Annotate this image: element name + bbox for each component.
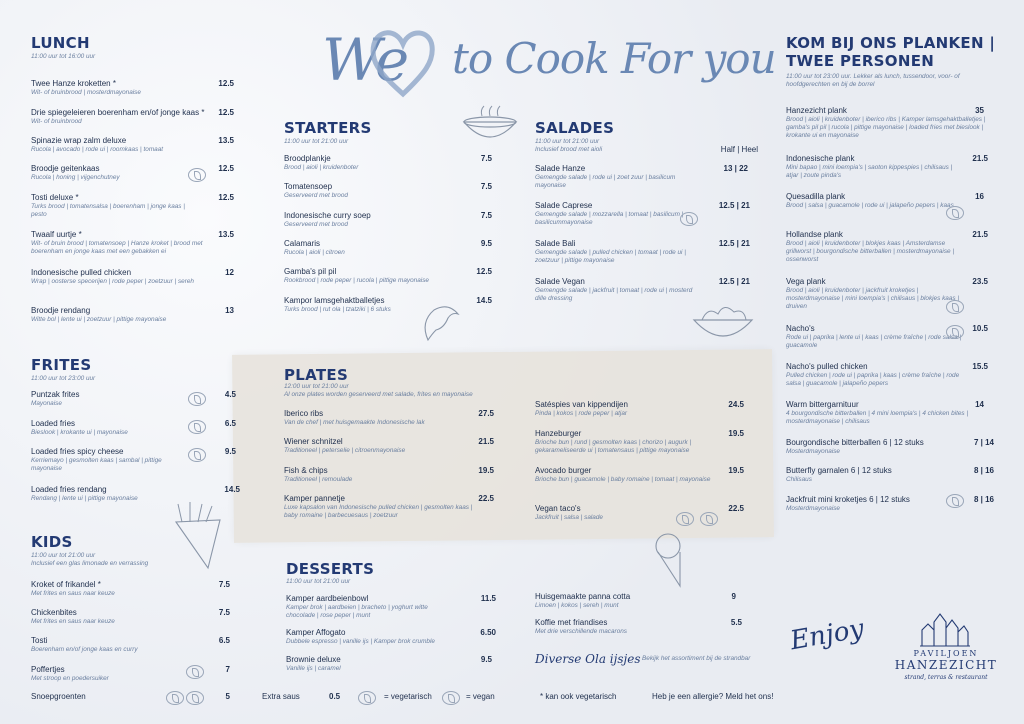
- item-price: 12.5: [218, 193, 234, 202]
- list-item: Calamaris Rucola | aioli | citroen: [284, 239, 345, 256]
- starters-hours: 11:00 uur tot 21:00 uur: [284, 138, 349, 145]
- list-item: Loaded fries rendang Rendang | lente ui | pittige mayonaise: [31, 485, 138, 502]
- list-item: Indonesische pulled chicken Wrap | oosterse specerijen | rode peper | zoetzuur | sereh: [31, 268, 194, 285]
- list-item: Brownie deluxe Vanille ijs | caramel: [286, 655, 341, 672]
- item-price: 12.5 | 21: [718, 277, 750, 286]
- item-price: 12: [225, 268, 234, 277]
- salades-heading: SALADES: [535, 119, 615, 137]
- list-item: Hanzeburger Brioche bun | rund | gesmolten kaas | chorizo | augurk | gekarameliseerde ui | tomatensaus | pittige mayonaise: [535, 429, 692, 454]
- item-price: 13: [225, 306, 234, 315]
- item-price: 6.5: [218, 636, 230, 645]
- item-price: 9.5: [224, 447, 236, 456]
- title-we: We: [322, 26, 408, 94]
- list-item: Salade Bali Gemengde salade | pulled chicken | tomaat | rode ui | zoetzuur | pittige mayonaise: [535, 239, 686, 264]
- item-price: 21.5: [478, 437, 494, 446]
- list-item: Kamper Affogato Dubbele espresso | vanille ijs | Kamper brok crumble: [286, 628, 435, 645]
- list-item: Broodje rendang Witte bol | lente ui | zoetzuur | pittige mayonaise: [31, 306, 167, 323]
- item-price: 9.5: [480, 239, 492, 248]
- kids-hours: 11:00 uur tot 21:00 uur: [31, 552, 96, 559]
- list-item: Drie spiegeleieren boerenham en/of jonge kaas * Wit- of bruinbrood: [31, 108, 205, 125]
- item-price: 14.5: [224, 485, 240, 494]
- list-item: Bourgondische bitterballen 6 | 12 stuks Mosterdmayonaise: [786, 438, 924, 455]
- item-price: 14: [975, 400, 984, 409]
- list-item: Vega plank Brood | aioli | kruidenboter | jackfruit kroketjes | mosterdmayonaise | mini loempia's | chilisaus | blokjes kaas | druiven: [786, 277, 960, 310]
- list-item: Tosti deluxe * Turks brood | tomatensalsa | boerenham | jonge kaas | pesto: [31, 193, 185, 218]
- vegetarian-icon: [680, 212, 698, 226]
- legend-kan-vegetarisch: * kan ook vegetarisch: [540, 692, 617, 701]
- planken-heading-2: TWEE PERSONEN: [786, 52, 935, 70]
- list-item: Tomatensoep Geserveerd met brood: [284, 182, 348, 199]
- list-item: Loaded fries spicy cheese Kerriemayo | gesmolten kaas | sambal | pittige mayonaise: [31, 447, 162, 472]
- list-item: Avocado burger Brioche bun | guacamole | baby romaine | tomaat | mayonaise: [535, 466, 711, 483]
- logo-hanzezicht: HANZEZICHT: [894, 658, 998, 672]
- item-price: 4.5: [224, 390, 236, 399]
- desserts-hours: 11:00 uur tot 21:00 uur: [286, 578, 351, 585]
- list-item: Spinazie wrap zalm deluxe Rucola | avocado | rode ui | roomkaas | tomaat: [31, 136, 164, 153]
- vegan-icon: [442, 691, 460, 705]
- extra-saus-price: 0.5: [329, 692, 341, 701]
- item-price: 19.5: [728, 466, 744, 475]
- salad-bowl-icon: [688, 298, 758, 346]
- item-price: 11.5: [480, 594, 496, 603]
- list-item: Kroket of frikandel * Met frites en saus naar keuze: [31, 580, 115, 597]
- kids-heading: KIDS: [31, 533, 73, 551]
- item-price: 7.5: [480, 211, 492, 220]
- list-item: Quesadilla plank Brood | salsa | guacamole | rode ui | jalapeño pepers | kaas: [786, 192, 954, 209]
- ola-ice-cream: Diverse Ola ijsjes: [535, 652, 641, 666]
- extra-saus-label: Extra saus: [262, 692, 300, 701]
- legend-vegan: = vegan: [466, 692, 495, 701]
- item-price: 12.5: [218, 79, 234, 88]
- item-price: 10.5: [972, 324, 988, 333]
- list-item: Butterfly garnalen 6 | 12 stuks Chilisaus: [786, 466, 892, 483]
- salades-hours: 11:00 uur tot 21:00 uur: [535, 138, 600, 145]
- item-price: 14.5: [476, 296, 492, 305]
- frites-hours: 11:00 uur tot 23:00 uur: [31, 375, 96, 382]
- list-item: Vegan taco's Jackfruit | salsa | salade: [535, 504, 603, 521]
- list-item: Gamba's pil pil Rookbrood | rode peper | rucola | pittige mayonaise: [284, 267, 429, 284]
- fries-cone-icon: [168, 500, 226, 570]
- planken-heading: KOM BIJ ONS PLANKEN |: [786, 34, 996, 52]
- item-price: 9.5: [480, 655, 492, 664]
- list-item: Kamper aardbeienbowl Kamper brok | aardbeien | bracheto | yoghurt witte chocolade | rose peper | munt: [286, 594, 428, 619]
- item-price: 5: [225, 692, 230, 701]
- vegetarian-icon: [188, 448, 206, 462]
- item-price: 23.5: [972, 277, 988, 286]
- heart-icon: [368, 22, 438, 102]
- vegetarian-icon: [188, 420, 206, 434]
- enjoy-signature: Enjoy: [787, 613, 867, 657]
- salades-note: Inclusief brood met aioli: [535, 146, 603, 153]
- item-price: 24.5: [728, 400, 744, 409]
- list-item: Kampor lamsgehaktballetjes Turks brood | rut ola | tzatziki | 6 stuks: [284, 296, 391, 313]
- list-item: Jackfruit mini kroketjes 6 | 12 stuks Mosterdmayonaise: [786, 495, 910, 512]
- item-price: 13.5: [218, 230, 234, 239]
- item-price: 21.5: [972, 230, 988, 239]
- item-price: 13 | 22: [723, 164, 748, 173]
- plates-heading: PLATES: [284, 366, 349, 384]
- list-item: Satéspies van kippendijen Pinda | kokos | rode peper | atjar: [535, 400, 628, 417]
- list-item: Loaded fries Bieslook | krokante ui | mayonaise: [31, 419, 128, 436]
- lunch-heading: LUNCH: [31, 34, 90, 52]
- item-price: 22.5: [478, 494, 494, 503]
- allergy-note: Heb je een allergie? Meld het ons!: [652, 692, 774, 701]
- vegan-icon: [166, 691, 184, 705]
- list-item: Iberico ribs Van de chef | met huisgemaakte Indonesische lak: [284, 409, 425, 426]
- list-item: Nacho's Rode ui | paprika | lente ui | kaas | crème fraîche | rode salsa | guacamole: [786, 324, 962, 349]
- item-price: 7 | 14: [973, 438, 994, 447]
- item-price: 12.5: [218, 108, 234, 117]
- legend-vegetarisch: = vegetarisch: [384, 692, 432, 701]
- planken-hours: 11:00 uur tot 23:00 uur. Lekker als lunch, tussendoor, voor- of hoofdgerechten en bij de borrel: [786, 73, 960, 88]
- list-item: Indonesische plank Mini bapao | mini loempia's | saoton kippespies | chilisaus | atjar | zoute pinda's: [786, 154, 953, 179]
- item-price: 12.5 | 21: [718, 239, 750, 248]
- ola-note: Bekijk het assortiment bij de strandbar: [642, 655, 751, 662]
- list-item: Twaalf uurtje * Wit- of bruin brood | tomatensoep | Hanze kroket | brood met boerenham en jonge kaas met een gebakken ei: [31, 230, 203, 255]
- item-price: 7: [225, 665, 230, 674]
- list-item: Snoepgroenten: [31, 692, 86, 701]
- item-price: 6.5: [224, 419, 236, 428]
- item-price: 19.5: [728, 429, 744, 438]
- list-item: Koffie met friandises Met drie verschillende macarons: [535, 618, 627, 635]
- logo-tagline: strand, terras & restaurant: [904, 674, 988, 681]
- vegetarian-icon: [358, 691, 376, 705]
- item-price: 16: [975, 192, 984, 201]
- list-item: Hollandse plank Brood | aioli | kruidenboter | blokjes kaas | Amsterdamse grillworst | bourgondische bitterballen | mosterdmayonaise | ossenworst: [786, 230, 955, 263]
- item-price: 7.5: [218, 608, 230, 617]
- item-price: 7.5: [480, 154, 492, 163]
- ice-cream-icon: [650, 530, 694, 590]
- item-price: 6.50: [480, 628, 496, 637]
- item-price: 15.5: [972, 362, 988, 371]
- item-price: 21.5: [972, 154, 988, 163]
- list-item: Salade Caprese Gemengde salade | mozzarella | tomaat | basilicum | basilicummayonaise: [535, 201, 684, 226]
- vegetarian-icon: [188, 392, 206, 406]
- list-item: Indonesische curry soep Geserveerd met brood: [284, 211, 371, 228]
- logo-paviljoen: PAVILJOEN: [913, 649, 979, 658]
- title-tagline: to Cook For you: [452, 34, 776, 83]
- item-price: 22.5: [728, 504, 744, 513]
- list-item: Wiener schnitzel Traditioneel | peterselie | citroenmayonaise: [284, 437, 406, 454]
- item-price: 5.5: [730, 618, 742, 627]
- item-price: 8 | 16: [973, 466, 994, 475]
- item-price: 8 | 16: [973, 495, 994, 504]
- list-item: Broodje geitenkaas Rucola | honing | vijgenchutney: [31, 164, 120, 181]
- list-item: Broodplankje Brood | aioli | kruidenboter: [284, 154, 359, 171]
- vegetarian-icon: [946, 206, 964, 220]
- item-price: 12.5 | 21: [718, 201, 750, 210]
- list-item: Tosti Boerenham en/of jonge kaas en curry: [31, 636, 138, 653]
- list-item: Puntzak frites Mayonaise: [31, 390, 80, 407]
- list-item: Huisgemaakte panna cotta Limoen | kokos | sereh | munt: [535, 592, 631, 609]
- list-item: Nacho's pulled chicken Pulled chicken | rode ui | paprika | kaas | crème fraîche | rode salsa | guacamole | jalapeño pepers: [786, 362, 960, 387]
- list-item: Hanzezicht plank Brood | aioli | kruidenboter | iberico ribs | Kamper lamsgehaktballetjes | gamba's pil pil | rucola | pittige mayonaise | loaded fries met bieslook | krokante ui en mayonaise: [786, 106, 986, 139]
- list-item: Twee Hanze kroketten * Wit- of bruinbrood | mosterdmayonaise: [31, 79, 141, 96]
- starters-heading: STARTERS: [284, 119, 372, 137]
- item-price: 12.5: [476, 267, 492, 276]
- frites-heading: FRITES: [31, 356, 92, 374]
- plates-hours: 12:00 uur tot 21:00 uur: [284, 383, 349, 390]
- shrimp-icon: [418, 300, 464, 346]
- item-price: 27.5: [478, 409, 494, 418]
- item-price: 13.5: [218, 136, 234, 145]
- soup-bowl-icon: [460, 104, 520, 148]
- list-item: Poffertjes Met stroop en poedersuiker: [31, 665, 109, 682]
- item-price: 12.5: [218, 164, 234, 173]
- vegetarian-icon: [946, 300, 964, 314]
- item-price: 7.5: [218, 580, 230, 589]
- item-price: 19.5: [478, 466, 494, 475]
- list-item: Chickenbites Met frites en saus naar keuze: [31, 608, 115, 625]
- plates-note: Al onze plates worden geserveerd met salade, frites en mayonaise: [284, 391, 473, 398]
- item-price: 9: [731, 592, 736, 601]
- item-price: 7.5: [480, 182, 492, 191]
- list-item: Salade Vegan Gemengde salade | jackfruit | tomaat | rode ui | mosterd dille dressing: [535, 277, 693, 302]
- size-label: Half | Heel: [720, 145, 758, 154]
- vegan-icon: [676, 512, 694, 526]
- item-price: 35: [975, 106, 984, 115]
- desserts-heading: DESSERTS: [286, 560, 375, 578]
- list-item: Salade Hanze Gemengde salade | rode ui | zoet zuur | basilicum mayonaise: [535, 164, 676, 189]
- kids-note: Inclusief een glas limonade en verrassing: [31, 560, 149, 567]
- list-item: Fish & chips Traditioneel | remoulade: [284, 466, 353, 483]
- list-item: Kamper pannetje Luxe kapsalon van Indonesische pulled chicken | gesmolten kaas | baby romaine | barbecuesaus | zoetzuur: [284, 494, 473, 519]
- paviljoen-logo-icon: [920, 608, 970, 648]
- list-item: Warm bittergarnituur 4 bourgondische bitterballen | 4 mini loempia's | 4 chicken bites | mosterdmayonaise | chilisaus: [786, 400, 969, 425]
- vegetarian-icon: [700, 512, 718, 526]
- lunch-hours: 11:00 uur tot 16:00 uur: [31, 53, 96, 60]
